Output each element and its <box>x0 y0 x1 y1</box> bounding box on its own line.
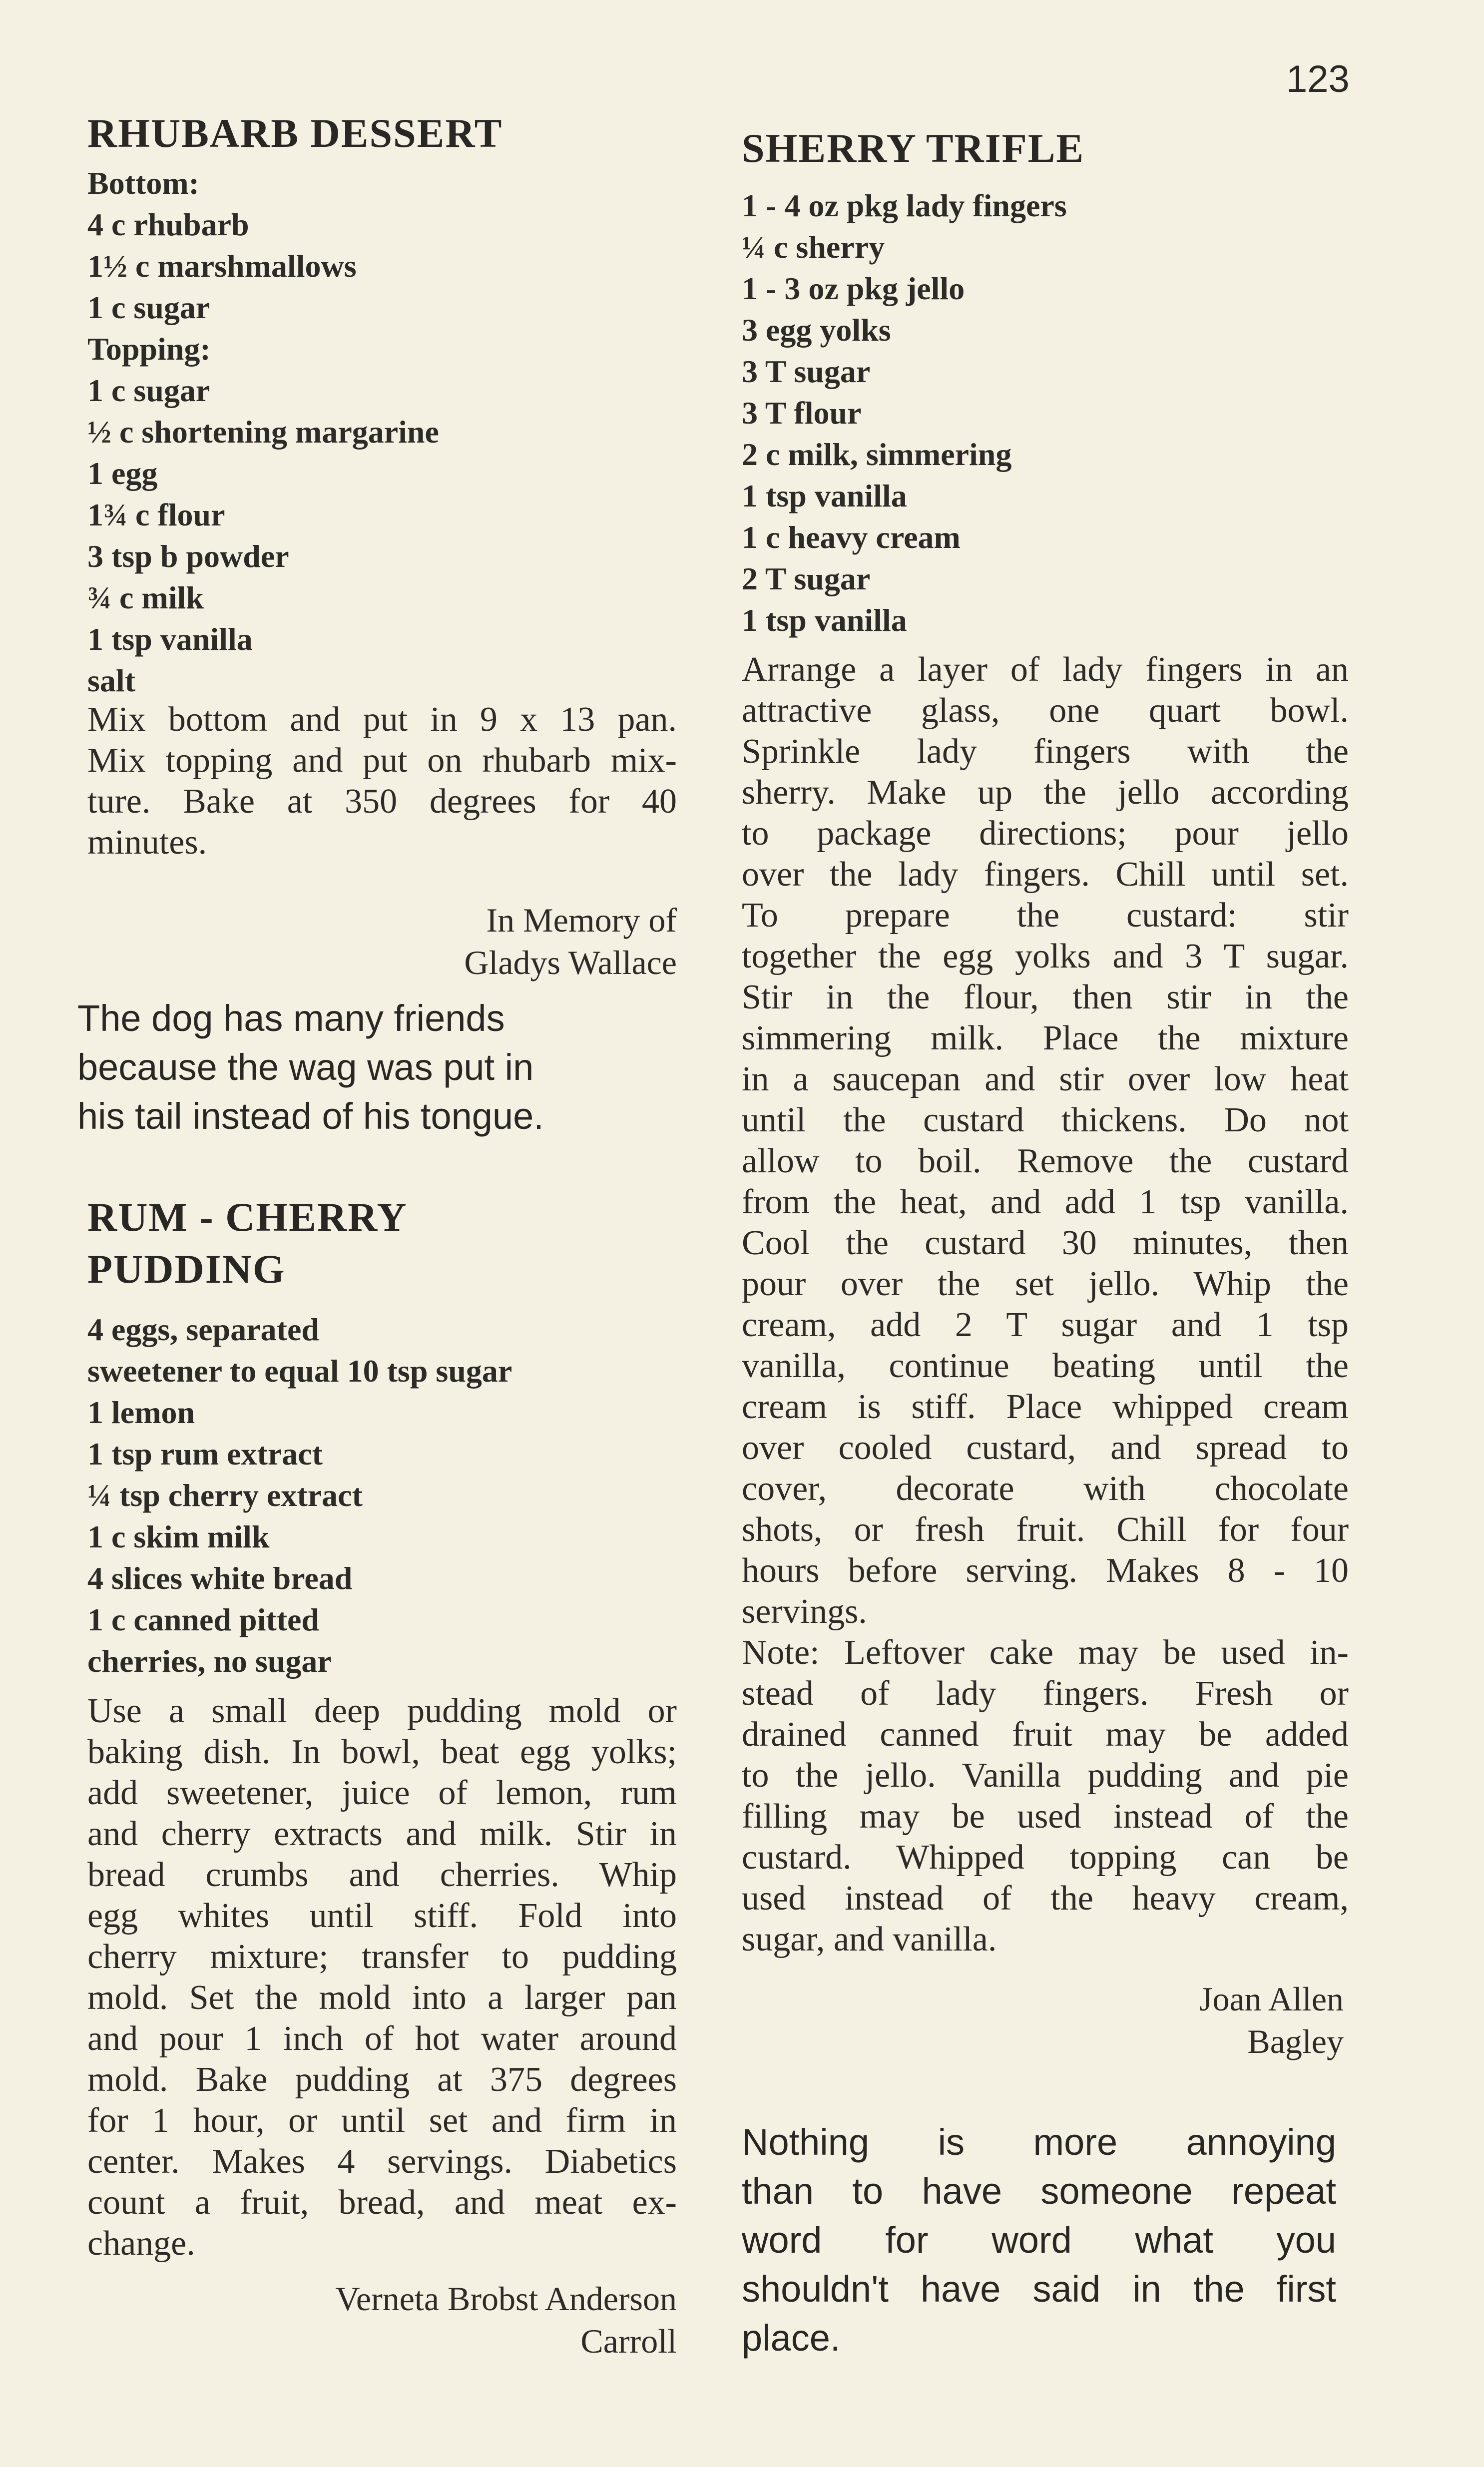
ingredient-line: cherries, no sugar <box>87 1643 332 1679</box>
direction-line: minutes. <box>87 823 207 862</box>
direction-line: egg whites until stiff. Fold into <box>87 1897 677 1935</box>
direction-line: ture. Bake at 350 degrees for 40 <box>87 782 677 821</box>
quote-line: his tail instead of his tongue. <box>77 1095 544 1137</box>
quote-dog-friends <box>77 994 677 1141</box>
ingredient-line: 3 tsp b powder <box>87 538 289 574</box>
quote-line: place. <box>742 2317 841 2359</box>
ingredient-line: ¾ c milk <box>87 580 204 615</box>
ingredient-line: 1 c sugar <box>87 290 210 325</box>
direction-line: cover, decorate with chocolate <box>742 1470 1349 1508</box>
sherry-trifle-directions <box>742 649 1349 1632</box>
ingredient-line: Topping: <box>87 331 211 367</box>
direction-line: mold. Set the mold into a larger pan <box>87 1978 677 2017</box>
sherry-trifle-note <box>742 1632 1349 1960</box>
ingredient-line: 1 tsp vanilla <box>742 602 907 638</box>
quote-line: The dog has many friends <box>77 997 505 1039</box>
attribution-line: Gladys Wallace <box>464 944 677 982</box>
direction-line: center. Makes 4 servings. Diabetics <box>87 2142 677 2181</box>
rum-cherry-ingredients <box>87 1309 677 1682</box>
direction-line: shots, or fresh fruit. Chill for four <box>742 1510 1349 1549</box>
rhubarb-ingredients <box>87 162 677 701</box>
ingredient-line: 1 tsp rum extract <box>87 1436 323 1472</box>
ingredient-line: 1 egg <box>87 456 158 491</box>
note-line: stead of lady fingers. Fresh or <box>742 1674 1349 1713</box>
ingredient-line: sweetener to equal 10 tsp sugar <box>87 1353 512 1389</box>
direction-line: Stir in the flour, then stir in the <box>742 978 1349 1016</box>
quote-line: shouldn't have said in the first <box>742 2268 1336 2310</box>
ingredient-line: 1 c heavy cream <box>742 519 961 555</box>
ingredient-line: 1 lemon <box>87 1395 195 1430</box>
title-line: PUDDING <box>87 1246 286 1292</box>
ingredient-line: 1 tsp vanilla <box>742 478 907 513</box>
ingredient-line: 1 c skim milk <box>87 1519 270 1554</box>
direction-line: cream is stiff. Place whipped cream <box>742 1388 1349 1426</box>
direction-line: over cooled custard, and spread to <box>742 1429 1349 1467</box>
direction-line: servings. <box>742 1592 867 1631</box>
note-line: custard. Whipped topping can be <box>742 1838 1349 1877</box>
note-line: drained canned fruit may be added <box>742 1715 1349 1754</box>
sherry-trifle-ingredients <box>742 185 1349 641</box>
ingredient-line: 4 c rhubarb <box>87 207 249 242</box>
ingredient-line: salt <box>87 663 135 698</box>
direction-line: count a fruit, bread, and meat ex- <box>87 2183 677 2222</box>
ingredient-line: 2 T sugar <box>742 561 871 596</box>
note-line: used instead of the heavy cream, <box>742 1879 1349 1918</box>
quote-line: than to have someone repeat <box>742 2170 1336 2212</box>
direction-line: and cherry extracts and milk. Stir in <box>87 1815 677 1853</box>
quote-nothing-more-annoying <box>742 2118 1336 2363</box>
ingredient-line: 1 - 4 oz pkg lady fingers <box>742 188 1067 223</box>
attribution-line: Bagley <box>1247 2022 1344 2060</box>
rhubarb-attribution <box>87 899 677 984</box>
attribution-line: Joan Allen <box>1199 1980 1344 2018</box>
direction-line: Arrange a layer of lady fingers in an <box>742 650 1349 689</box>
note-line: to the jello. Vanilla pudding and pie <box>742 1756 1349 1795</box>
recipe-title-rhubarb-dessert: RHUBARB DESSERT <box>87 110 503 156</box>
ingredient-line: 1 c sugar <box>87 373 210 408</box>
direction-line: simmering milk. Place the mixture <box>742 1019 1349 1057</box>
sherry-trifle-attribution <box>742 1978 1344 2063</box>
attribution-line: In Memory of <box>486 901 677 939</box>
ingredient-line: 3 T sugar <box>742 354 871 389</box>
recipe-title-rum-cherry-pudding <box>87 1191 677 1295</box>
title-line: RUM - CHERRY <box>87 1194 408 1240</box>
ingredient-line: 2 c milk, simmering <box>742 437 1012 472</box>
direction-line: cherry mixture; transfer to pudding <box>87 1938 677 1976</box>
rum-cherry-attribution <box>87 2278 677 2363</box>
note-line: Note: Leftover cake may be used in- <box>742 1633 1349 1672</box>
direction-line: change. <box>87 2224 195 2263</box>
ingredient-line: ¼ tsp cherry extract <box>87 1478 363 1513</box>
rhubarb-directions <box>87 699 677 863</box>
quote-line: word for word what you <box>742 2219 1336 2261</box>
direction-line: from the heat, and add 1 tsp vanilla. <box>742 1183 1349 1221</box>
ingredient-line: 1 tsp vanilla <box>87 621 253 657</box>
direction-line: to package directions; pour jello <box>742 814 1349 853</box>
ingredient-line: Bottom: <box>87 165 199 201</box>
direction-line: mold. Bake pudding at 375 degrees <box>87 2060 677 2099</box>
direction-line: baking dish. In bowl, beat egg yolks; <box>87 1733 677 1771</box>
direction-line: sherry. Make up the jello according <box>742 773 1349 812</box>
ingredient-line: 1 - 3 oz pkg jello <box>742 271 965 306</box>
direction-line: for 1 hour, or until set and firm in <box>87 2101 677 2140</box>
ingredient-line: ½ c shortening margarine <box>87 414 439 450</box>
ingredient-line: 3 egg yolks <box>742 312 891 348</box>
direction-line: pour over the set jello. Whip the <box>742 1265 1349 1303</box>
ingredient-line: 1¾ c flour <box>87 497 225 532</box>
ingredient-line: 1 c canned pitted <box>87 1602 319 1637</box>
direction-line: add sweetener, juice of lemon, rum <box>87 1774 677 1812</box>
direction-line: To prepare the custard: stir <box>742 896 1349 935</box>
direction-line: allow to boil. Remove the custard <box>742 1142 1349 1180</box>
direction-line: Cool the custard 30 minutes, then <box>742 1224 1349 1262</box>
direction-line: together the egg yolks and 3 T sugar. <box>742 937 1349 976</box>
direction-line: cream, add 2 T sugar and 1 tsp <box>742 1306 1349 1344</box>
direction-line: attractive glass, one quart bowl. <box>742 691 1349 730</box>
direction-line: bread crumbs and cherries. Whip <box>87 1856 677 1894</box>
rum-cherry-directions <box>87 1691 677 2264</box>
direction-line: over the lady fingers. Chill until set. <box>742 855 1349 894</box>
attribution-line: Verneta Brobst Anderson <box>335 2280 677 2318</box>
quote-line: because the wag was put in <box>77 1046 534 1088</box>
ingredient-line: 4 slices white bread <box>87 1560 353 1596</box>
direction-line: vanilla, continue beating until the <box>742 1347 1349 1385</box>
direction-line: Use a small deep pudding mold or <box>87 1692 677 1730</box>
direction-line: in a saucepan and stir over low heat <box>742 1060 1349 1098</box>
attribution-line: Carroll <box>580 2322 677 2360</box>
ingredient-line: ¼ c sherry <box>742 229 885 265</box>
direction-line: Sprinkle lady fingers with the <box>742 732 1349 771</box>
direction-line: Mix bottom and put in 9 x 13 pan. <box>87 700 677 739</box>
direction-line: until the custard thickens. Do not <box>742 1101 1349 1139</box>
direction-line: Mix topping and put on rhubarb mix- <box>87 741 677 780</box>
page-number: 123 <box>1286 58 1350 100</box>
ingredient-line: 3 T flour <box>742 395 862 431</box>
quote-line: Nothing is more annoying <box>742 2121 1336 2163</box>
ingredient-line: 1½ c marshmallows <box>87 248 357 284</box>
ingredient-line: 4 eggs, separated <box>87 1312 319 1347</box>
direction-line: and pour 1 inch of hot water around <box>87 2019 677 2058</box>
note-line: sugar, and vanilla. <box>742 1920 997 1959</box>
recipe-title-sherry-trifle: SHERRY TRIFLE <box>742 125 1085 171</box>
direction-line: hours before serving. Makes 8 - 10 <box>742 1551 1349 1590</box>
note-line: filling may be used instead of the <box>742 1797 1349 1836</box>
